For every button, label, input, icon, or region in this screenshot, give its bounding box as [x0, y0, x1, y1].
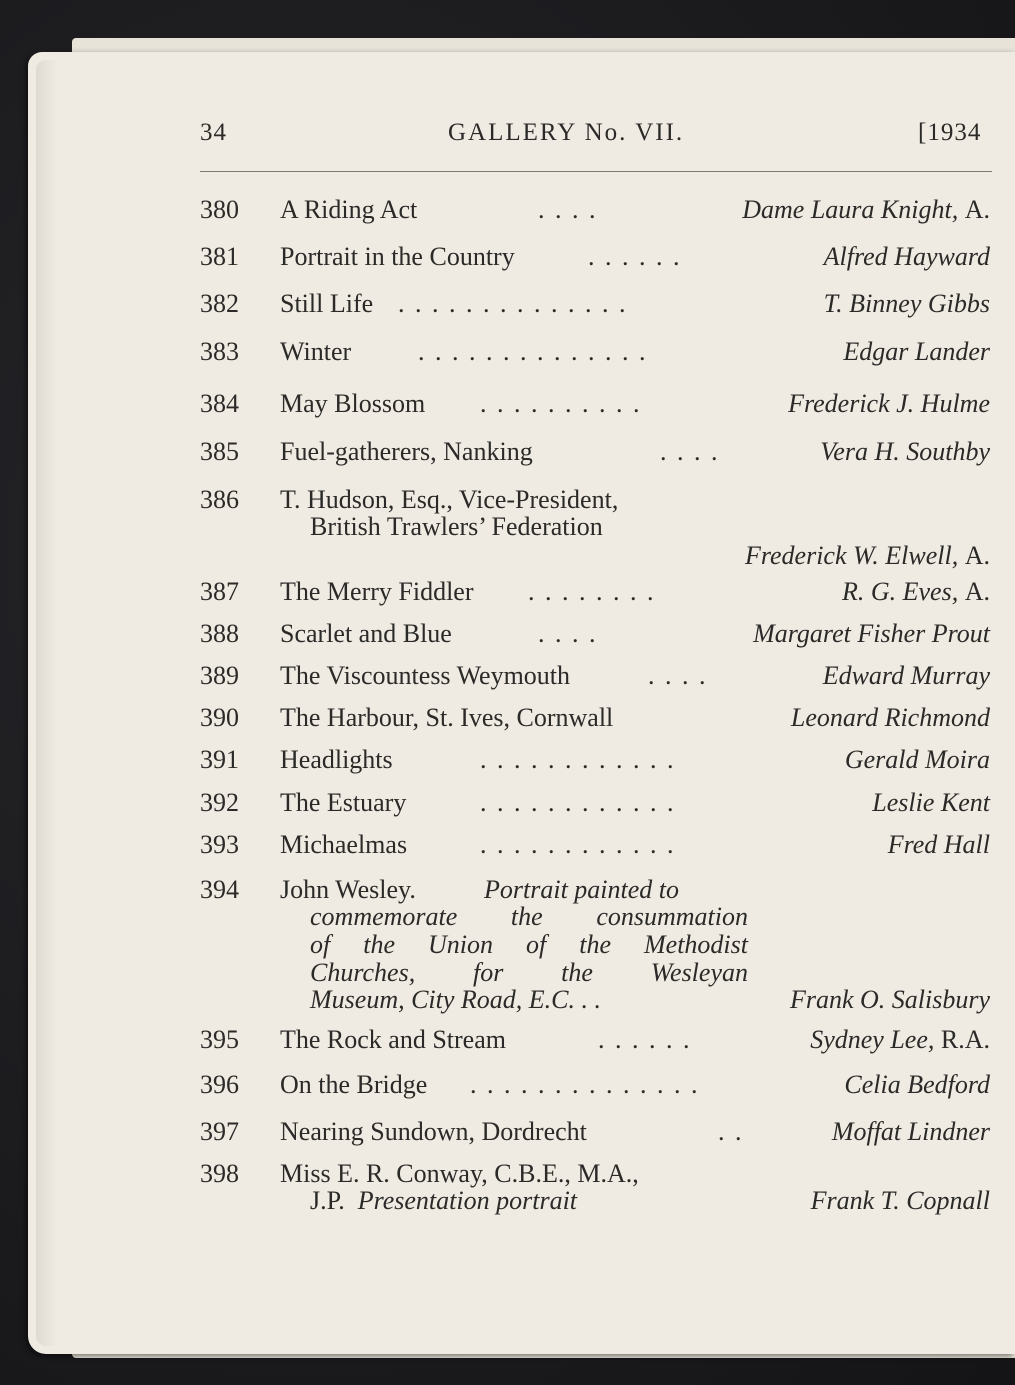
- entry-388: [0, 620, 1015, 650]
- artist-honour: A.: [964, 577, 990, 606]
- artist-honour: A.: [964, 541, 990, 570]
- entry-title: The Viscountess Weymouth: [280, 661, 571, 690]
- entry-artist: [742, 196, 990, 224]
- entry-number: 396: [200, 1070, 239, 1099]
- entry-number: 394: [200, 875, 239, 904]
- entry-number: 385: [200, 437, 239, 466]
- entry-description-line5: Museum, City Road, E.C. . .: [310, 985, 602, 1014]
- entry-number: 395: [200, 1025, 239, 1054]
- entry-artist: Leonard Richmond: [790, 703, 990, 732]
- entry-386: [0, 486, 1015, 576]
- artist-honour: R.A.: [940, 1025, 990, 1054]
- leader-dots: . . . .: [648, 661, 708, 690]
- entry-384: [0, 390, 1015, 420]
- leader-dots: . . . .: [538, 619, 598, 648]
- entry-number: 384: [200, 389, 239, 418]
- entry-artist: Celia Bedford: [844, 1070, 990, 1099]
- entry-description-line2: commemorate the consummation: [310, 902, 748, 931]
- entry-title: Winter: [280, 337, 352, 366]
- entry-380: [0, 196, 1015, 226]
- entry-title: May Blossom: [280, 389, 426, 418]
- entry-383: [0, 338, 1015, 368]
- entry-artist: Frank T. Copnall: [810, 1186, 990, 1215]
- entry-title-line2: British Trawlers’ Federation: [310, 512, 603, 541]
- entry-artist: Alfred Hayward: [823, 242, 990, 271]
- entry-title-line1: T. Hudson, Esq., Vice-President,: [280, 485, 619, 514]
- entry-description-line1: Portrait painted to: [484, 875, 679, 904]
- entry-number: 381: [200, 242, 239, 271]
- artist-name: Frederick W. Elwell,: [744, 541, 959, 570]
- entry-artist: [842, 578, 990, 606]
- entry-title: The Estuary: [280, 788, 407, 817]
- entry-number: 391: [200, 745, 239, 774]
- entry-389: [0, 662, 1015, 692]
- entry-number: 380: [200, 195, 239, 224]
- entry-title: Portrait in the Country: [280, 242, 515, 271]
- entry-398: [0, 1160, 1015, 1220]
- entry-title: The Harbour, St. Ives, Cornwall: [280, 703, 614, 732]
- leader-dots: . . . .: [538, 195, 598, 224]
- entry-title: Scarlet and Blue: [280, 619, 452, 648]
- leader-dots: . . . . . . . .: [528, 577, 656, 606]
- entry-number: 393: [200, 830, 239, 859]
- artist-name: R. G. Eves,: [841, 577, 959, 606]
- entry-artist: Margaret Fisher Prout: [753, 619, 990, 648]
- page-number: 34: [200, 119, 227, 146]
- entry-number: 386: [200, 485, 239, 514]
- entry-390: [0, 704, 1015, 734]
- entry-394: [0, 876, 1015, 1016]
- entry-number: 397: [200, 1117, 239, 1146]
- entry-number: 387: [200, 577, 239, 606]
- entry-artist: Edgar Lander: [843, 337, 990, 366]
- entry-number: 392: [200, 788, 239, 817]
- entry-description-line4: Churches, for the Wesleyan: [310, 958, 748, 987]
- entry-title: Michaelmas: [280, 830, 408, 859]
- entry-number: 390: [200, 703, 239, 732]
- artist-name: Sydney Lee,: [810, 1025, 935, 1054]
- leader-dots: . .: [718, 1117, 744, 1146]
- entry-title: Still Life: [280, 289, 374, 318]
- entry-number: 388: [200, 619, 239, 648]
- leader-dots: . . . . . . . . . . . . . .: [418, 337, 648, 366]
- entry-artist: Gerald Moira: [844, 745, 990, 774]
- entry-title: John Wesley.: [280, 875, 416, 904]
- entry-title: A Riding Act: [280, 195, 418, 224]
- entry-description: Presentation portrait: [357, 1186, 578, 1215]
- entry-387: [0, 578, 1015, 608]
- entry-artist: Moffat Lindner: [831, 1117, 990, 1146]
- entry-385: [0, 438, 1015, 468]
- entry-artist: [810, 1026, 990, 1054]
- entry-397: [0, 1118, 1015, 1148]
- entry-number: 382: [200, 289, 239, 318]
- entry-artist: Frank O. Salisbury: [789, 985, 990, 1014]
- title-suffix: J.P.: [310, 1186, 345, 1215]
- leader-dots: . . . . . .: [598, 1025, 692, 1054]
- leader-dots: . . . . . . . . . . . .: [480, 788, 676, 817]
- leader-dots: . . . . . . . . . . . .: [480, 745, 676, 774]
- leader-dots: . . . .: [660, 437, 720, 466]
- entry-description-line3: of the Union of the Methodist: [310, 930, 748, 959]
- entry-artist: Edward Murray: [822, 661, 990, 690]
- entry-title: Nearing Sundown, Dordrecht: [280, 1117, 587, 1146]
- entry-382: [0, 290, 1015, 320]
- entry-title-line1: Miss E. R. Conway, C.B.E., M.A.,: [280, 1159, 639, 1188]
- leader-dots: . . . . . . . . . . . . . .: [398, 289, 628, 318]
- entry-artist: [745, 542, 990, 570]
- entry-number: 398: [200, 1159, 239, 1188]
- entry-title: On the Bridge: [280, 1070, 428, 1099]
- entry-artist: Frederick J. Hulme: [788, 389, 990, 418]
- entry-title-line2: [310, 1187, 577, 1215]
- entry-381: [0, 243, 1015, 273]
- artist-name: Dame Laura Knight,: [742, 195, 959, 224]
- artist-honour: A.: [964, 195, 990, 224]
- leader-dots: . . . . . . . . . .: [480, 389, 642, 418]
- entry-artist: T. Binney Gibbs: [823, 289, 990, 318]
- page-title: GALLERY No. VII.: [448, 119, 685, 146]
- entry-396: [0, 1071, 1015, 1101]
- entry-artist: Leslie Kent: [872, 788, 990, 817]
- leader-dots: . . . . . . . . . . . . . .: [470, 1070, 700, 1099]
- header-rule: [200, 171, 992, 172]
- entry-artist: Vera H. Southby: [820, 437, 990, 466]
- entry-395: [0, 1026, 1015, 1056]
- leader-dots: . . . . . . . . . . . .: [480, 830, 676, 859]
- leader-dots: . . . . . .: [588, 242, 682, 271]
- page-year: [1934: [918, 119, 982, 146]
- entry-number: 389: [200, 661, 239, 690]
- entry-391: [0, 746, 1015, 776]
- entry-title: The Merry Fiddler: [280, 577, 474, 606]
- entry-title: Fuel-gatherers, Nanking: [280, 437, 533, 466]
- entry-number: 383: [200, 337, 239, 366]
- entry-artist: Fred Hall: [887, 830, 990, 859]
- entry-title: Headlights: [280, 745, 393, 774]
- entry-393: [0, 831, 1015, 861]
- entry-title: The Rock and Stream: [280, 1025, 506, 1054]
- entry-392: [0, 789, 1015, 819]
